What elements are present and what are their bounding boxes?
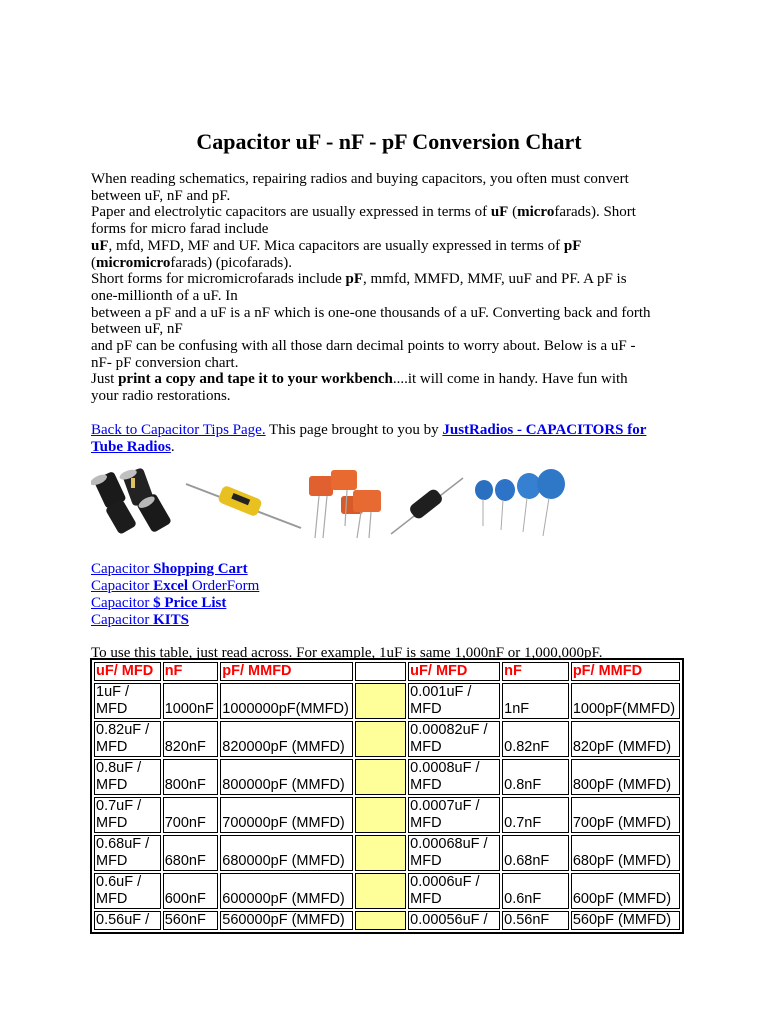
table-cell: 820nF: [163, 721, 219, 757]
table-cell: 600000pF (MMFD): [220, 873, 352, 909]
table-cell: 0.00056uF /: [408, 911, 500, 930]
table-cell: 0.7nF: [502, 797, 569, 833]
table-cell: 600nF: [163, 873, 219, 909]
page-content: [91, 128, 681, 661]
intro-line: between a pF and a uF is a nF which is one-one thousands of a uF. Converting back and forth: [91, 304, 651, 321]
table-cell: 0.6uF / MFD: [94, 873, 161, 909]
table-cell: 680nF: [163, 835, 219, 871]
capacitor-photos-image: [91, 466, 591, 541]
table-row: [94, 683, 680, 719]
intro-line: between uF, nF and pF.: [91, 187, 231, 204]
table-row: [94, 835, 680, 871]
table-row: [94, 721, 680, 757]
table-cell: 600pF (MMFD): [571, 873, 680, 909]
table-cell: 0.56uF /: [94, 911, 161, 930]
table-cell: 0.8nF: [502, 759, 569, 795]
intro-line: (micromicrofarads) (picofarads).: [91, 254, 293, 271]
table-cell: 560nF: [163, 911, 219, 930]
highlight-spacer-cell: [355, 721, 407, 757]
table-cell: 0.6nF: [502, 873, 569, 909]
excel-orderform-link[interactable]: Capacitor Excel OrderForm: [91, 578, 260, 595]
table-cell: 700nF: [163, 797, 219, 833]
table-cell: 0.8uF / MFD: [94, 759, 161, 795]
header-cell: pF/ MMFD: [571, 662, 680, 681]
film-capacitors-photo: [309, 470, 381, 538]
links-paragraph: Back to Capacitor Tips Page. This page brought to you by JustRadios - CAPACITORS for Tube Radios.: [91, 421, 647, 455]
table-cell: 820000pF (MMFD): [220, 721, 352, 757]
table-cell: 0.82uF / MFD: [94, 721, 161, 757]
table-cell: 0.00082uF / MFD: [408, 721, 500, 757]
back-to-tips-link[interactable]: Back to Capacitor Tips Page.: [91, 421, 266, 438]
disc-capacitors-photo: [475, 469, 565, 536]
highlight-spacer-cell: [355, 873, 407, 909]
table-cell: 820pF (MMFD): [571, 721, 680, 757]
electrolytic-capacitors-photo: [91, 468, 172, 536]
table-cell: 0.0006uF / MFD: [408, 873, 500, 909]
table-cell: 0.7uF / MFD: [94, 797, 161, 833]
table-cell: 1000nF: [163, 683, 219, 719]
table-cell: 560000pF (MMFD): [220, 911, 352, 930]
table-cell: 700pF (MMFD): [571, 797, 680, 833]
header-cell: uF/ MFD: [94, 662, 161, 681]
intro-line: forms for micro farad include: [91, 221, 269, 238]
intro-line: your radio restorations.: [91, 388, 231, 405]
intro-line: Short forms for micromicrofarads include pF, mmfd, MMFD, MMF, uuF and PF. A pF is: [91, 271, 627, 288]
table-cell: 1000pF(MMFD): [571, 683, 680, 719]
table-cell: 700000pF (MMFD): [220, 797, 352, 833]
page-title: Capacitor uF - nF - pF Conversion Chart: [196, 129, 582, 154]
highlight-spacer-cell: [355, 683, 407, 719]
intro-line: and pF can be confusing with all those darn decimal points to worry about. Below is a uF -: [91, 338, 636, 355]
table-cell: 0.68uF / MFD: [94, 835, 161, 871]
table-cell: 0.001uF / MFD: [408, 683, 500, 719]
header-cell: pF/ MMFD: [220, 662, 352, 681]
intro-line: Just print a copy and tape it to your workbench....it will come in handy. Have fun with: [91, 371, 628, 388]
highlight-spacer-cell: [355, 797, 407, 833]
table-cell: 0.56nF: [502, 911, 569, 930]
table-cell: 0.82nF: [502, 721, 569, 757]
capacitor-links: [91, 561, 681, 628]
highlight-spacer-cell: [355, 759, 407, 795]
header-cell: [355, 662, 407, 681]
table-cell: 560pF (MMFD): [571, 911, 680, 930]
header-cell: nF: [502, 662, 569, 681]
table-cell: 680000pF (MMFD): [220, 835, 352, 871]
header-cell: uF/ MFD: [408, 662, 500, 681]
table-cell: 800pF (MMFD): [571, 759, 680, 795]
axial-electrolytic-photo: [391, 478, 463, 534]
table-row: [94, 873, 680, 909]
table-cell: 1uF / MFD: [94, 683, 161, 719]
shopping-cart-link[interactable]: Capacitor Shopping Cart: [91, 561, 248, 578]
table-header-row: [94, 662, 680, 681]
conversion-table: [90, 658, 684, 934]
table-cell: 0.68nF: [502, 835, 569, 871]
capacitor-photos: [91, 466, 591, 541]
table-cell: 0.0008uF / MFD: [408, 759, 500, 795]
kits-link[interactable]: Capacitor KITS: [91, 611, 189, 628]
intro-line: one-millionth of a uF. In: [91, 287, 238, 304]
price-list-link[interactable]: Capacitor $ Price List: [91, 595, 227, 612]
highlight-spacer-cell: [355, 835, 407, 871]
axial-capacitor-photo: [186, 484, 301, 528]
table-cell: 1000000pF(MMFD): [220, 683, 352, 719]
intro-line: Paper and electrolytic capacitors are usually expressed in terms of uF (microfarads). Short: [91, 204, 636, 221]
intro-line: nF- pF conversion chart.: [91, 354, 239, 371]
justradios-link[interactable]: JustRadios - CAPACITORS for Tube Radios: [91, 421, 647, 455]
table-row: [94, 759, 680, 795]
intro-line: When reading schematics, repairing radios and buying capacitors, you often must convert: [91, 171, 629, 187]
table-cell: 1nF: [502, 683, 569, 719]
table-cell: 680pF (MMFD): [571, 835, 680, 871]
header-cell: nF: [163, 662, 219, 681]
table-row: [94, 797, 680, 833]
table-intro: To use this table, just read across. For example, 1uF is same 1,000nF or 1,000,000pF.: [91, 644, 603, 661]
intro-line: uF, mfd, MFD, MF and UF. Mica capacitors are usually expressed in terms of pF: [91, 237, 582, 254]
table-cell: 0.00068uF / MFD: [408, 835, 500, 871]
intro-line: between uF, nF: [91, 321, 183, 338]
highlight-spacer-cell: [355, 911, 407, 930]
table-cell: 800000pF (MMFD): [220, 759, 352, 795]
intro-paragraph: [91, 171, 681, 405]
table-row: [94, 911, 680, 930]
table-cell: 800nF: [163, 759, 219, 795]
table-cell: 0.0007uF / MFD: [408, 797, 500, 833]
